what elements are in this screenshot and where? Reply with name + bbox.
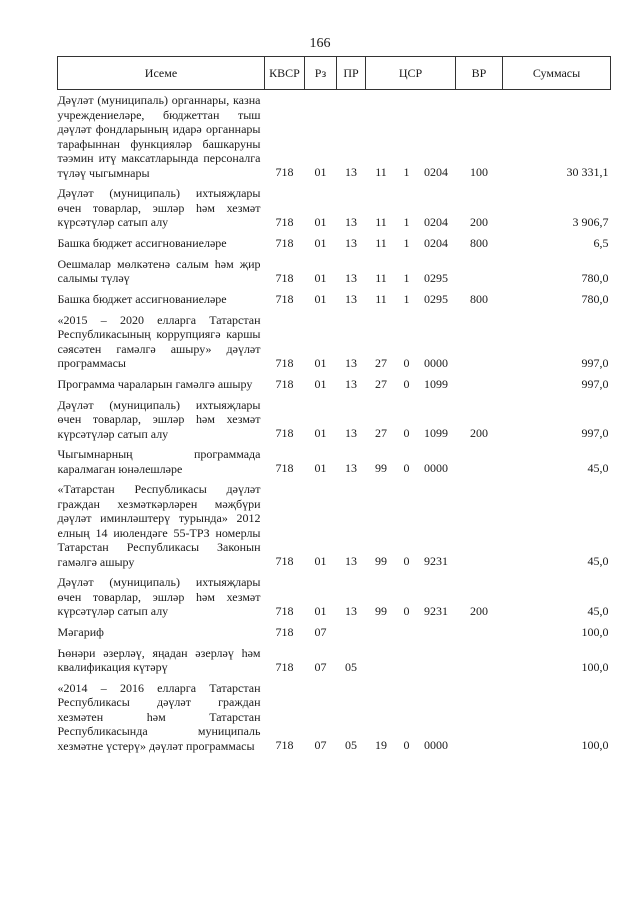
table-row <box>58 395 611 445</box>
row-csr-program: 11 <box>375 214 387 229</box>
row-csr-subprogram: 0 <box>403 426 410 440</box>
row-kvsr: 718 <box>275 376 294 391</box>
row-csr-program: 27 <box>375 355 387 370</box>
row-sum: 997,0 <box>581 426 609 440</box>
row-pr: 13 <box>345 235 357 250</box>
row-name: «2015 – 2020 елларга Татарстан Республикасының коррупциягә каршы сәясәтен гамәлгә ашыру» дәүләт программасы <box>57 312 261 370</box>
row-csr-program: 27 <box>375 426 387 440</box>
row-pr: 13 <box>345 355 357 370</box>
row-pr: 13 <box>345 426 357 440</box>
row-kvsr: 718 <box>275 426 294 440</box>
row-pr: 13 <box>345 554 357 568</box>
table-row <box>58 183 611 233</box>
row-vr: 100 <box>470 165 489 179</box>
row-csr-direction <box>417 643 456 678</box>
row-csr-direction: 0295 <box>424 270 448 285</box>
row-csr-subprogram: 1 <box>403 165 410 179</box>
row-sum: 997,0 <box>581 355 609 370</box>
row-vr <box>456 643 503 678</box>
row-csr-subprogram: 1 <box>403 270 410 285</box>
row-pr: 13 <box>345 603 357 618</box>
table-row <box>58 233 611 254</box>
row-rz: 01 <box>314 376 327 391</box>
table-row <box>58 678 611 757</box>
row-sum: 100,0 <box>581 624 609 639</box>
row-kvsr: 718 <box>275 738 294 752</box>
row-rz: 01 <box>314 214 327 229</box>
row-pr: 13 <box>345 291 357 306</box>
table-row <box>58 643 611 678</box>
table-row <box>58 622 611 643</box>
row-csr-subprogram: 1 <box>403 214 410 229</box>
row-name: Дәүләт (муниципаль) ихтыяҗлары өчен товарлар, эшләр һәм хезмәт күрсәтүләр сатып алу <box>57 575 261 618</box>
row-kvsr: 718 <box>275 554 294 568</box>
table-row <box>58 444 611 479</box>
row-csr-direction: 1099 <box>424 376 448 391</box>
row-vr: 200 <box>470 214 489 229</box>
row-name: Дәүләт (муниципаль) ихтыяҗлары өчен товарлар, эшләр һәм хезмәт күрсәтүләр сатып алу <box>57 186 261 229</box>
budget-table <box>57 56 611 756</box>
row-csr-program: 11 <box>375 291 387 306</box>
row-rz: 01 <box>314 165 327 179</box>
row-csr-direction: 0000 <box>424 461 448 475</box>
row-vr: 800 <box>470 291 489 306</box>
row-csr-direction: 0204 <box>424 235 448 250</box>
row-rz: 01 <box>314 461 327 475</box>
header-csr: ЦСР <box>366 57 456 90</box>
row-csr-program: 11 <box>375 165 387 179</box>
row-vr: 200 <box>470 426 489 440</box>
row-csr-program: 99 <box>375 554 387 568</box>
row-kvsr: 718 <box>275 355 294 370</box>
row-sum: 780,0 <box>581 270 609 285</box>
row-rz: 01 <box>314 291 327 306</box>
row-pr: 13 <box>345 461 357 475</box>
row-csr-program: 99 <box>375 461 387 475</box>
row-csr-program: 99 <box>375 603 387 618</box>
header-name: Исеме <box>58 57 265 90</box>
row-csr-program: 27 <box>375 376 387 391</box>
row-rz: 01 <box>314 270 327 285</box>
page-number: 166 <box>309 36 331 51</box>
row-sum: 45,0 <box>587 461 609 475</box>
header-pr: ПР <box>337 57 366 90</box>
row-csr-program <box>366 643 397 678</box>
row-rz: 01 <box>314 554 327 568</box>
table-row <box>58 374 611 395</box>
row-vr: 800 <box>470 235 489 250</box>
row-rz: 07 <box>314 624 327 639</box>
row-rz: 01 <box>314 235 327 250</box>
row-kvsr: 718 <box>275 235 294 250</box>
row-sum: 997,0 <box>581 376 609 391</box>
row-kvsr: 718 <box>275 461 294 475</box>
header-sum: Суммасы <box>503 57 611 90</box>
row-vr: 200 <box>470 603 489 618</box>
row-name: Чыгымнарның программада каралмаган юнәлешләре <box>57 447 261 476</box>
row-pr: 05 <box>345 659 357 674</box>
row-pr: 05 <box>345 738 357 752</box>
table-row <box>58 90 611 184</box>
row-kvsr: 718 <box>275 624 294 639</box>
header-rz: Рз <box>305 57 337 90</box>
row-name: Башка бюджет ассигнованиеләре <box>57 292 227 306</box>
row-name: Мәгариф <box>57 625 104 639</box>
row-csr-direction: 1099 <box>424 426 448 440</box>
table-body <box>58 90 611 757</box>
row-name: «2014 – 2016 елларга Татарстан Республикасы дәүләт граждан хезмәтен һәм Татарстан Республикасында муниципаль хезмәтне үстерү» дәүләт программасы <box>57 680 261 753</box>
table-row <box>58 254 611 289</box>
table-row <box>58 572 611 622</box>
row-pr: 13 <box>345 165 357 179</box>
row-name: Башка бюджет ассигнованиеләре <box>57 236 227 250</box>
row-sum: 780,0 <box>581 291 609 306</box>
table-row <box>58 310 611 374</box>
row-vr <box>456 374 503 395</box>
row-sum: 3 906,7 <box>572 214 609 229</box>
row-name: Дәүләт (муниципаль) ихтыяҗлары өчен товарлар, эшләр һәм хезмәт күрсәтүләр сатып алу <box>57 397 261 441</box>
row-rz: 01 <box>314 355 327 370</box>
row-csr-program: 11 <box>375 270 387 285</box>
row-kvsr: 718 <box>275 165 294 179</box>
header-kvsr: КВСР <box>265 57 305 90</box>
row-sum: 45,0 <box>587 603 609 618</box>
row-kvsr: 718 <box>275 270 294 285</box>
row-vr <box>456 678 503 757</box>
row-name: Һөнәри әзерләү, яңадан әзерләү һәм квалификация күтәрү <box>57 645 261 674</box>
row-csr-direction <box>417 622 456 643</box>
row-kvsr: 718 <box>275 603 294 618</box>
row-sum: 6,5 <box>593 235 609 250</box>
row-vr <box>456 479 503 572</box>
row-csr-direction: 0000 <box>424 738 448 752</box>
row-sum: 30 331,1 <box>566 165 609 179</box>
row-csr-subprogram <box>397 643 417 678</box>
row-vr <box>456 254 503 289</box>
row-sum: 45,0 <box>587 554 609 568</box>
row-rz: 07 <box>314 738 327 752</box>
row-kvsr: 718 <box>275 291 294 306</box>
table-row <box>58 479 611 572</box>
row-name: Оешмалар мөлкәтенә салым һәм җир салымы түләү <box>57 256 261 285</box>
row-csr-direction: 9231 <box>424 554 448 568</box>
row-pr: 13 <box>345 376 357 391</box>
row-pr <box>337 622 366 643</box>
row-csr-subprogram: 1 <box>403 291 410 306</box>
row-sum: 100,0 <box>581 659 609 674</box>
row-csr-subprogram <box>397 622 417 643</box>
row-kvsr: 718 <box>275 659 294 674</box>
header-vr: ВР <box>456 57 503 90</box>
row-csr-program: 19 <box>375 738 387 752</box>
row-csr-subprogram: 0 <box>403 461 410 475</box>
row-csr-program <box>366 622 397 643</box>
table-header <box>58 57 611 90</box>
row-csr-subprogram: 0 <box>403 355 410 370</box>
row-name: Дәүләт (муниципаль) органнары, казна учреждениеләре, бюджеттан тыш дәүләт фондларының идарә органнары тарафыннан функцияләр башкаруны тәэмин итү максатларында персоналга түләү чыгымнары <box>57 93 261 180</box>
row-csr-subprogram: 1 <box>403 235 410 250</box>
row-vr <box>456 622 503 643</box>
row-vr <box>456 444 503 479</box>
row-csr-subprogram: 0 <box>403 738 410 752</box>
row-csr-subprogram: 0 <box>403 603 410 618</box>
row-kvsr: 718 <box>275 214 294 229</box>
row-csr-direction: 9231 <box>424 603 448 618</box>
row-csr-direction: 0295 <box>424 291 448 306</box>
row-pr: 13 <box>345 270 357 285</box>
row-csr-direction: 0204 <box>424 165 448 179</box>
row-pr: 13 <box>345 214 357 229</box>
row-csr-subprogram: 0 <box>403 554 410 568</box>
row-name: «Татарстан Республикасы дәүләт граждан хезмәткәрләрен мәҗбүри дәүләт иминләштерү турында» 2012 елның 14 июлендәге 55-ТРЗ номерлы Татарстан Республикасы Законын гамәлгә ашыру <box>57 482 261 569</box>
row-csr-subprogram: 0 <box>403 376 410 391</box>
row-vr <box>456 310 503 374</box>
table-row <box>58 289 611 310</box>
row-csr-direction: 0000 <box>424 355 448 370</box>
row-rz: 01 <box>314 603 327 618</box>
row-csr-direction: 0204 <box>424 214 448 229</box>
row-rz: 01 <box>314 426 327 440</box>
row-name: Программа чараларын гамәлгә ашыру <box>57 377 253 391</box>
row-csr-program: 11 <box>375 235 387 250</box>
row-sum: 100,0 <box>581 738 609 752</box>
row-rz: 07 <box>314 659 327 674</box>
